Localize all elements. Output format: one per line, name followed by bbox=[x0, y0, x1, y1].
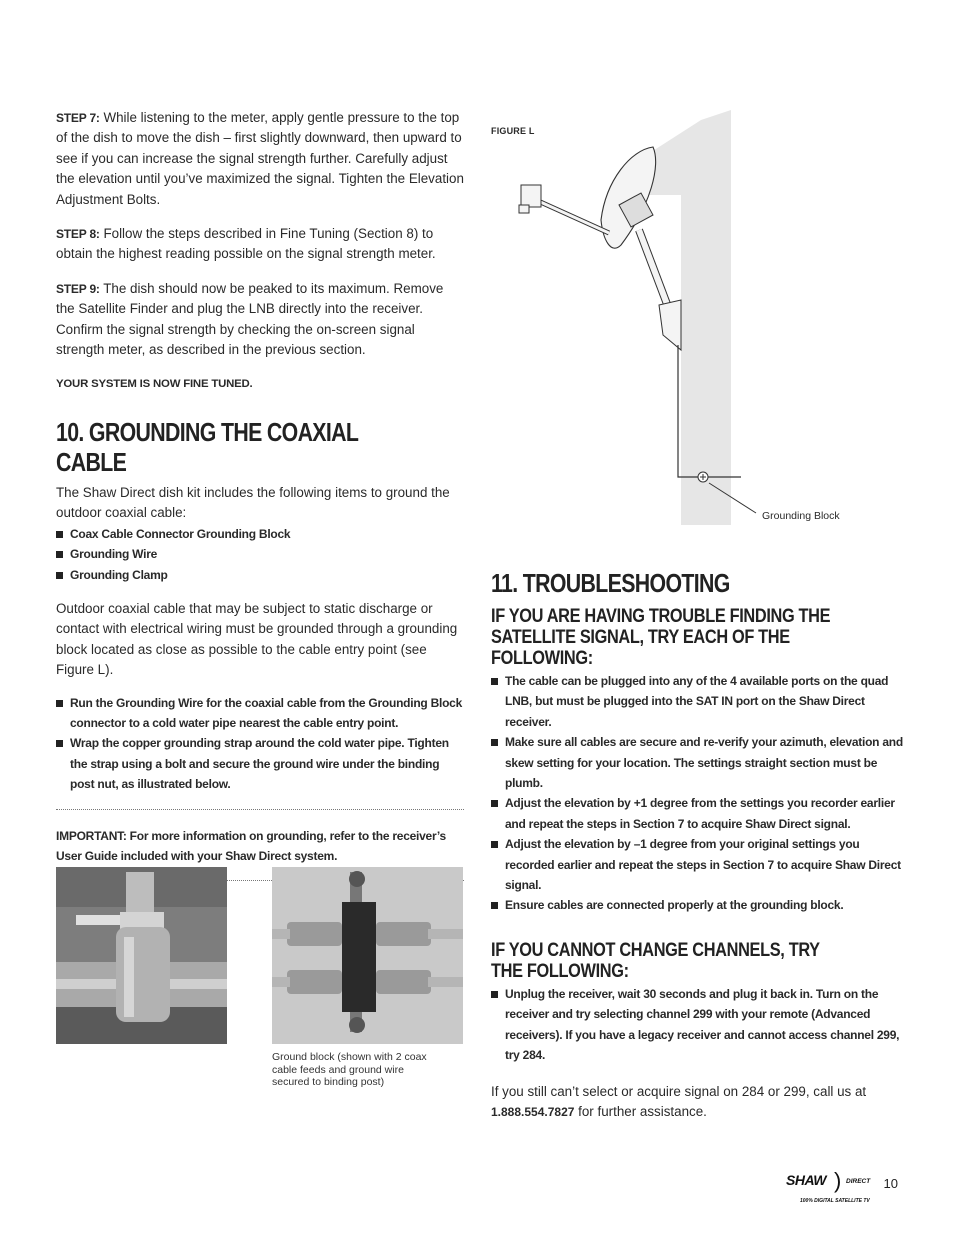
list-item: Ensure cables are connected properly at the grounding block. bbox=[491, 895, 903, 915]
outdoor-paragraph: Outdoor coaxial cable that may be subject to static discharge or contact with electrical wiring must be grounded through a grounding block located as close as possible to the cable entry point (see Figure L). bbox=[56, 600, 458, 678]
right-column bbox=[491, 568, 903, 1122]
figure-label: FIGURE L bbox=[491, 126, 535, 136]
instruction-list bbox=[56, 693, 464, 795]
photo-caption: Ground block (shown with 2 coax cable feeds and ground wire secured to binding post) bbox=[272, 1051, 427, 1088]
kit-intro: The Shaw Direct dish kit includes the following items to ground the outdoor coaxial cable: bbox=[56, 484, 450, 521]
list-item: Wrap the copper grounding strap around the cold water pipe. Tighten the strap using a bolt and secure the ground wire under the binding post nut, as illustrated below. bbox=[56, 733, 464, 794]
list-item: Coax Cable Connector Grounding Block bbox=[56, 524, 464, 544]
list-item: Adjust the elevation by –1 degree from your original settings you recorded earlier and repeat the steps in Section 7 to acquire Shaw Direct signal. bbox=[491, 834, 903, 895]
step-8-label: STEP 8: bbox=[56, 227, 100, 242]
list-item: Adjust the elevation by +1 degree from the settings you recorder earlier and repeat the steps in Section 7 to acquire Shaw Direct signal. bbox=[491, 793, 903, 834]
list-item: Unplug the receiver, wait 30 seconds and plug it back in. Turn on the receiver and try selecting channel 299 with your remote (Advanced receivers). If you have a legacy receiver and cannot access channel 299, try 284. bbox=[491, 984, 903, 1066]
fine-tuned-note: YOUR SYSTEM IS NOW FINE TUNED. bbox=[56, 378, 253, 391]
step-8 bbox=[56, 224, 464, 265]
logo-sub: DIRECT bbox=[846, 1178, 871, 1185]
dish-diagram bbox=[491, 105, 851, 530]
trouble-finding-heading: IF YOU ARE HAVING TROUBLE FINDING THE SATELLITE SIGNAL, TRY EACH OF THE FOLLOWING: bbox=[491, 606, 831, 669]
logo-main: SHAW bbox=[786, 1172, 826, 1188]
closing-text-end: for further assistance. bbox=[574, 1103, 707, 1119]
logo-bracket: ) bbox=[834, 1168, 842, 1193]
closing-paragraph bbox=[491, 1082, 903, 1123]
grounding-block-label: Grounding Block bbox=[762, 510, 840, 522]
list-item: Grounding Clamp bbox=[56, 565, 464, 585]
list-item: Make sure all cables are secure and re-verify your azimuth, elevation and skew setting for your location. The settings straight section must be plumb. bbox=[491, 732, 903, 793]
grounding-clamp-photo bbox=[56, 867, 227, 1044]
step-9-text: The dish should now be peaked to its maximum. Remove the Satellite Finder and plug the LNB directly into the receiver. Confirm the signal strength by checking the on-screen signal strength meter, as described in the previous section. bbox=[56, 280, 444, 358]
finding-signal-list bbox=[491, 671, 903, 916]
section-10-title: 10. GROUNDING THE COAXIAL CABLE bbox=[56, 416, 358, 477]
step-7 bbox=[56, 108, 464, 210]
kit-items-list bbox=[56, 524, 464, 585]
divider bbox=[56, 809, 464, 810]
logo-tagline: 100% DIGITAL SATELLITE TV bbox=[800, 1198, 870, 1204]
closing-text: If you still can’t select or acquire signal on 284 or 299, call us at bbox=[491, 1083, 867, 1099]
step-7-text: While listening to the meter, apply gentle pressure to the top of the dish to move the dish – first slightly downward, then upward to see if you can increase the signal strength further. Carefully adjust the elevation until you’ve maximized the signal. Tighten the Elevation Adjustment Bolts. bbox=[56, 110, 464, 207]
list-item: Run the Grounding Wire for the coaxial cable from the Grounding Block connector to a cold water pipe nearest the cable entry point. bbox=[56, 693, 464, 734]
grounding-clamp-image bbox=[56, 867, 227, 1044]
shaw-direct-logo bbox=[786, 1170, 876, 1210]
step-9-label: STEP 9: bbox=[56, 281, 100, 296]
phone-number: 1.888.554.7827 bbox=[491, 1104, 575, 1119]
ground-block-image bbox=[272, 867, 463, 1044]
section-11-title: 11. TROUBLESHOOTING bbox=[491, 568, 730, 598]
ground-block-photo bbox=[272, 867, 463, 1044]
list-item: Grounding Wire bbox=[56, 544, 464, 564]
step-8-text: Follow the steps described in Fine Tuning (Section 8) to obtain the highest reading possible on the signal strength meter. bbox=[56, 226, 436, 262]
list-item: The cable can be plugged into any of the 4 available ports on the quad LNB, but must be plugged into the SAT IN port on the Shaw Direct receiver. bbox=[491, 671, 903, 732]
important-note: IMPORTANT: For more information on grounding, refer to the receiver’s User Guide included with your Shaw Direct system. bbox=[56, 828, 446, 863]
channels-heading: IF YOU CANNOT CHANGE CHANNELS, TRY THE FOLLOWING: bbox=[491, 939, 820, 982]
left-column bbox=[56, 108, 464, 881]
step-9 bbox=[56, 279, 464, 361]
step-7-label: STEP 7: bbox=[56, 111, 100, 125]
channels-list bbox=[491, 984, 903, 1066]
page-number: 10 bbox=[883, 1176, 898, 1191]
